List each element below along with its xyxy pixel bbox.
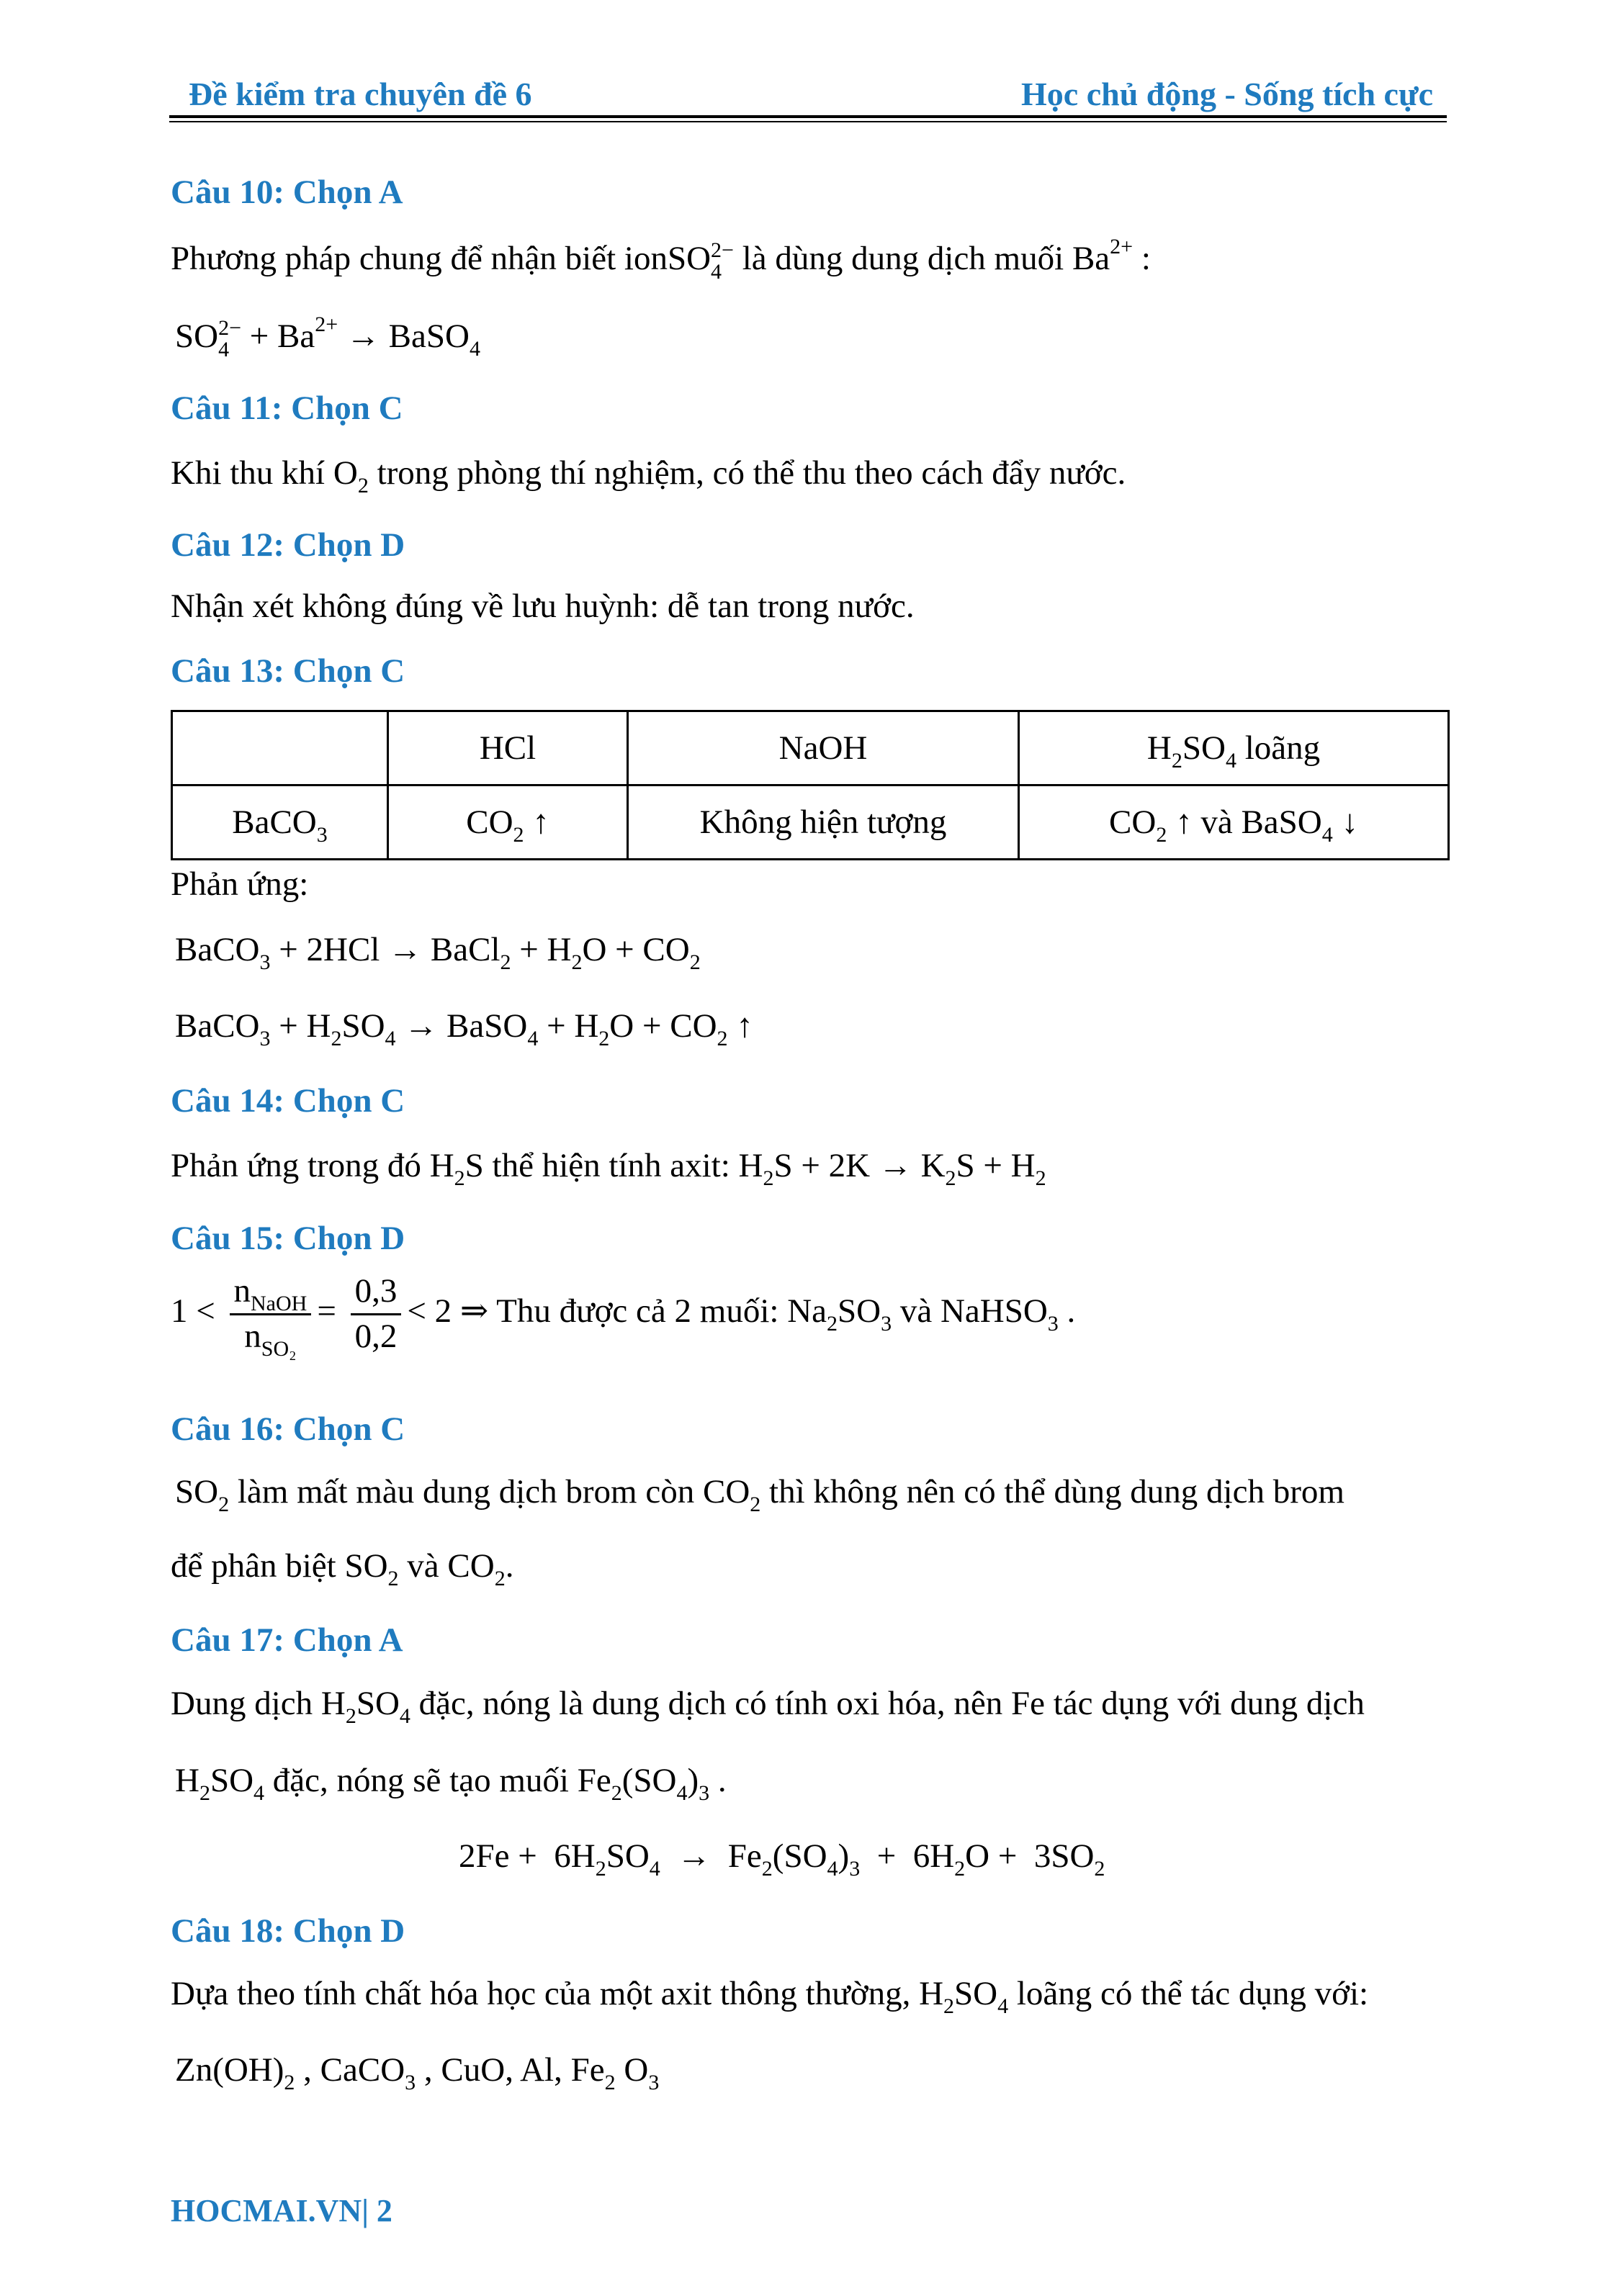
question-15-formula: 1 < $\frac{n_{NaOH}}{n_{SO_2}}$ = $\frac{0,3}{0,2}$ < 2 ⇒ Thu được cả 2 muối: $Na_2SO_3$ và NaHSO$_3$ . [171,1272,1076,1361]
question-12-text: Nhận xét không đúng về lưu huỳnh: dễ tan trong nước. [171,587,915,625]
question-11-text: Khi thu khí $O_2$ trong phòng thí nghiệm, có thể thu theo cách đẩy nước. [171,454,1126,498]
reaction-equation-1: BaCO$_3$ + 2HCl → BaCl$_2$ + $H_2O + CO_2$ [175,931,701,974]
question-18-reactants: $Zn(OH)_2$ , CaCO$_3$ , CuO, Al, $Fe_2$ $O_3$ [175,2051,660,2094]
mole-ratio-fraction: $\frac{n_{NaOH}}{n_{SO_2}}$ [230,1273,312,1355]
table-row [172,711,1449,785]
table-header-naoh: NaOH [628,711,1019,785]
question-10-text: Phương pháp chung để nhận biết ionSO 2− 4 là dùng dung dịch muối $Ba^{2+}$ : [171,234,1151,284]
header-rule-thick [169,115,1447,118]
question-18-title: Câu 18: Chọn D [171,1912,405,1950]
question-12-title: Câu 12: Chọn D [171,526,405,564]
question-10-title: Câu 10: Chọn A [171,174,403,211]
question-16-text-line1: $SO_2$ làm mất màu dung dịch brom còn $CO_2$ thì không nên có thể dùng dung dịch brom [175,1473,1345,1516]
footer-page-number: HOCMAI.VN| 2 [171,2193,392,2228]
question-16-title: Câu 16: Chọn C [171,1410,405,1448]
question-14-text: Phản ứng trong đó $H_2S$ thể hiện tính axit: $H_2S + 2K \to K_2S + H_2$ [171,1147,1046,1190]
question-13-title: Câu 13: Chọn C [171,652,405,690]
table-header-h2so4: $H_2SO_4$ loãng [1019,711,1449,785]
question-14-title: Câu 14: Chọn C [171,1082,405,1120]
reaction-table [171,710,1450,860]
question-17-equation: $2Fe + 6H_2SO_4 \to Fe_2(SO_4)_3 + 6H_2O + 3SO_2$ [459,1837,1105,1881]
question-15-title: Câu 15: Chọn D [171,1220,405,1257]
header-right: Học chủ động - Sống tích cực [1021,76,1433,112]
question-16-text-line2: để phân biệt $SO_2$ và $CO_2$. [171,1547,514,1590]
question-18-text: Dựa theo tính chất hóa học của một axit thông thường, $H_2SO_4$ loãng có thể tác dụng với: [171,1975,1369,2018]
question-11-title: Câu 11: Chọn C [171,390,403,427]
table-cell-empty [172,711,388,785]
question-17-text-line1: Dung dịch $H_2SO_4$ đặc, nóng là dung dịch có tính oxi hóa, nên Fe tác dụng với dung dịch [171,1685,1365,1728]
table-header-hcl: HCl [388,711,628,785]
table-row [172,785,1449,860]
reaction-label: Phản ứng: [171,865,309,903]
table-cell-hcl: $CO_2$ ↑ [388,785,628,860]
header-left: Đề kiểm tra chuyên đề 6 [189,76,532,112]
table-row-label: BaCO$_3$ [172,785,388,860]
question-17-text-line2: $H_2SO_4$ đặc, nóng sẽ tạo muối $Fe_2(SO_4)_3$ . [175,1762,727,1805]
value-fraction: $\frac{0,3}{0,2}$ [351,1273,402,1355]
table-cell-naoh: Không hiện tượng [628,785,1019,860]
header-rule-thin [169,121,1447,122]
question-10-equation: SO 2− 4 + $Ba^{2+}$ → BaSO$_4$ [175,312,480,361]
question-17-title: Câu 17: Chọn A [171,1621,403,1659]
reaction-equation-2: BaCO$_3$ + $H_2SO_4$ → BaSO$_4$ + $H_2O + CO_2$ ↑ [175,1007,753,1050]
table-cell-h2so4: $CO_2$ ↑ và BaSO$_4$ ↓ [1019,785,1449,860]
